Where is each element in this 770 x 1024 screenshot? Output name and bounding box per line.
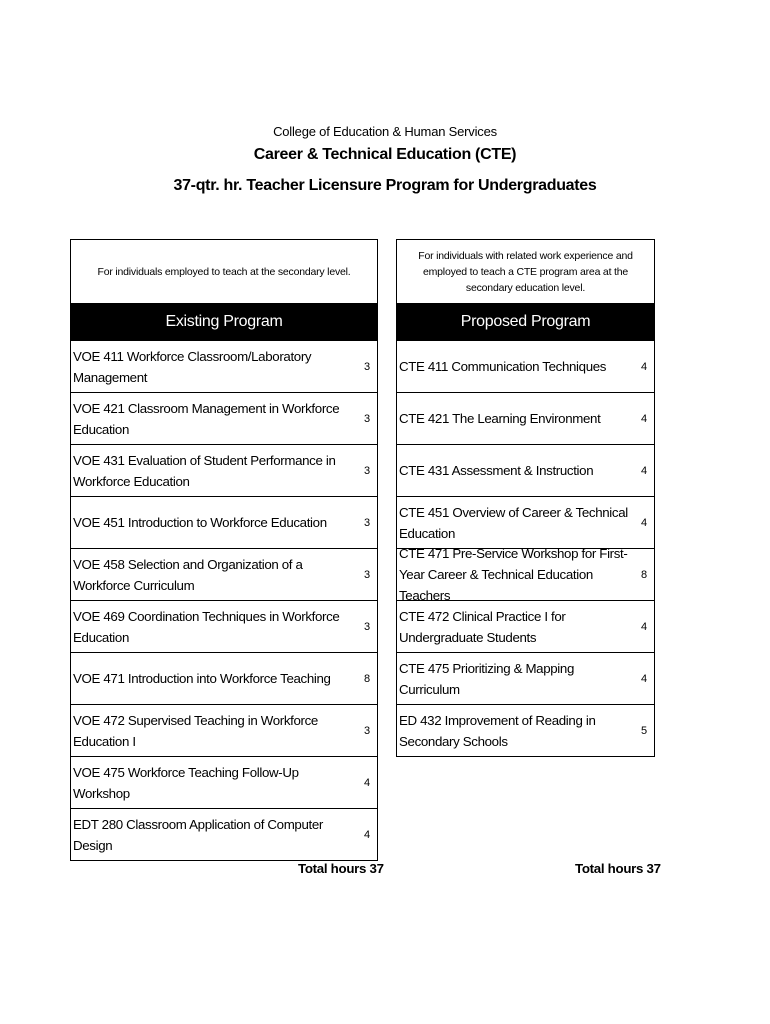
course-row	[70, 393, 378, 445]
course-hours: 4	[363, 776, 371, 789]
course-name: CTE 472 Clinical Practice I for Undergraduate Students	[399, 608, 566, 645]
existing-program-heading: Existing Program	[70, 303, 378, 341]
course-row	[396, 601, 655, 653]
course-name: EDT 280 Classroom Application of Computer Design	[73, 816, 323, 853]
course-hours: 4	[640, 620, 648, 633]
course-hours: 3	[363, 568, 371, 581]
course-hours: 8	[640, 568, 648, 581]
course-row	[396, 653, 655, 705]
course-name: VOE 475 Workforce Teaching Follow-Up Workshop	[73, 764, 299, 801]
course-hours: 4	[640, 516, 648, 529]
course-name: VOE 431 Evaluation of Student Performance in Workforce Education	[73, 452, 336, 489]
course-hours: 4	[640, 464, 648, 477]
course-row	[396, 546, 655, 603]
course-name: ED 432 Improvement of Reading in Secondary Schools	[399, 712, 596, 749]
course-row	[70, 601, 378, 653]
course-hours: 3	[363, 516, 371, 529]
proposed-course-list	[396, 341, 655, 757]
course-row	[396, 445, 655, 497]
course-row	[70, 341, 378, 393]
program-subtitle: 37-qtr. hr. Teacher Licensure Program for Undergraduates	[173, 177, 597, 194]
course-name: CTE 475 Prioritizing & Mapping Curriculum	[399, 660, 575, 697]
proposed-program-intro: For individuals with related work experience and employed to teach a CTE program area at the secondary education level.	[396, 239, 655, 303]
course-hours: 3	[363, 360, 371, 373]
course-name: CTE 431 Assessment & Instruction	[399, 463, 594, 478]
college-name: College of Education & Human Services	[273, 124, 497, 139]
course-row	[70, 653, 378, 705]
course-name: CTE 411 Communication Techniques	[399, 359, 607, 374]
course-name: VOE 421 Classroom Management in Workforce Education	[73, 400, 340, 437]
course-hours: 3	[363, 412, 371, 425]
existing-total-hours: Total hours 37	[298, 861, 384, 876]
course-row	[70, 757, 378, 809]
proposed-total-hours: Total hours 37	[575, 861, 661, 876]
course-hours: 3	[363, 464, 371, 477]
course-hours: 3	[363, 620, 371, 633]
existing-program-intro: For individuals employed to teach at the secondary level.	[70, 239, 378, 303]
program-title: Career & Technical Education (CTE)	[253, 146, 517, 163]
course-name: VOE 451 Introduction to Workforce Education	[73, 515, 327, 530]
course-row	[70, 445, 378, 497]
course-name: CTE 451 Overview of Career & Technical Education	[399, 504, 628, 541]
course-hours: 4	[640, 672, 648, 685]
course-row	[396, 705, 655, 757]
course-row	[396, 393, 655, 445]
course-name: CTE 471 Pre-Service Workshop for First-Year Career & Technical Education Teachers	[399, 546, 628, 603]
course-row	[70, 497, 378, 549]
course-name: VOE 469 Coordination Techniques in Workforce Education	[73, 608, 340, 645]
course-hours: 3	[363, 724, 371, 737]
existing-program-table	[70, 239, 378, 861]
course-hours: 4	[640, 412, 648, 425]
course-hours: 5	[640, 724, 648, 737]
course-hours: 8	[363, 672, 371, 685]
course-hours: 4	[640, 360, 648, 373]
course-row	[70, 809, 378, 861]
course-row	[70, 705, 378, 757]
course-name: VOE 411 Workforce Classroom/Laboratory Management	[73, 348, 312, 385]
course-name: CTE 421 The Learning Environment	[399, 411, 601, 426]
course-row	[396, 497, 655, 549]
course-name: VOE 458 Selection and Organization of a Workforce Curriculum	[73, 556, 303, 593]
course-name: VOE 472 Supervised Teaching in Workforce Education I	[73, 712, 318, 749]
course-hours: 4	[363, 828, 371, 841]
proposed-program-table	[396, 239, 655, 757]
course-row	[396, 341, 655, 393]
proposed-program-heading: Proposed Program	[396, 303, 655, 341]
existing-course-list	[70, 341, 378, 861]
course-name: VOE 471 Introduction into Workforce Teaching	[73, 671, 331, 686]
course-row	[70, 549, 378, 601]
